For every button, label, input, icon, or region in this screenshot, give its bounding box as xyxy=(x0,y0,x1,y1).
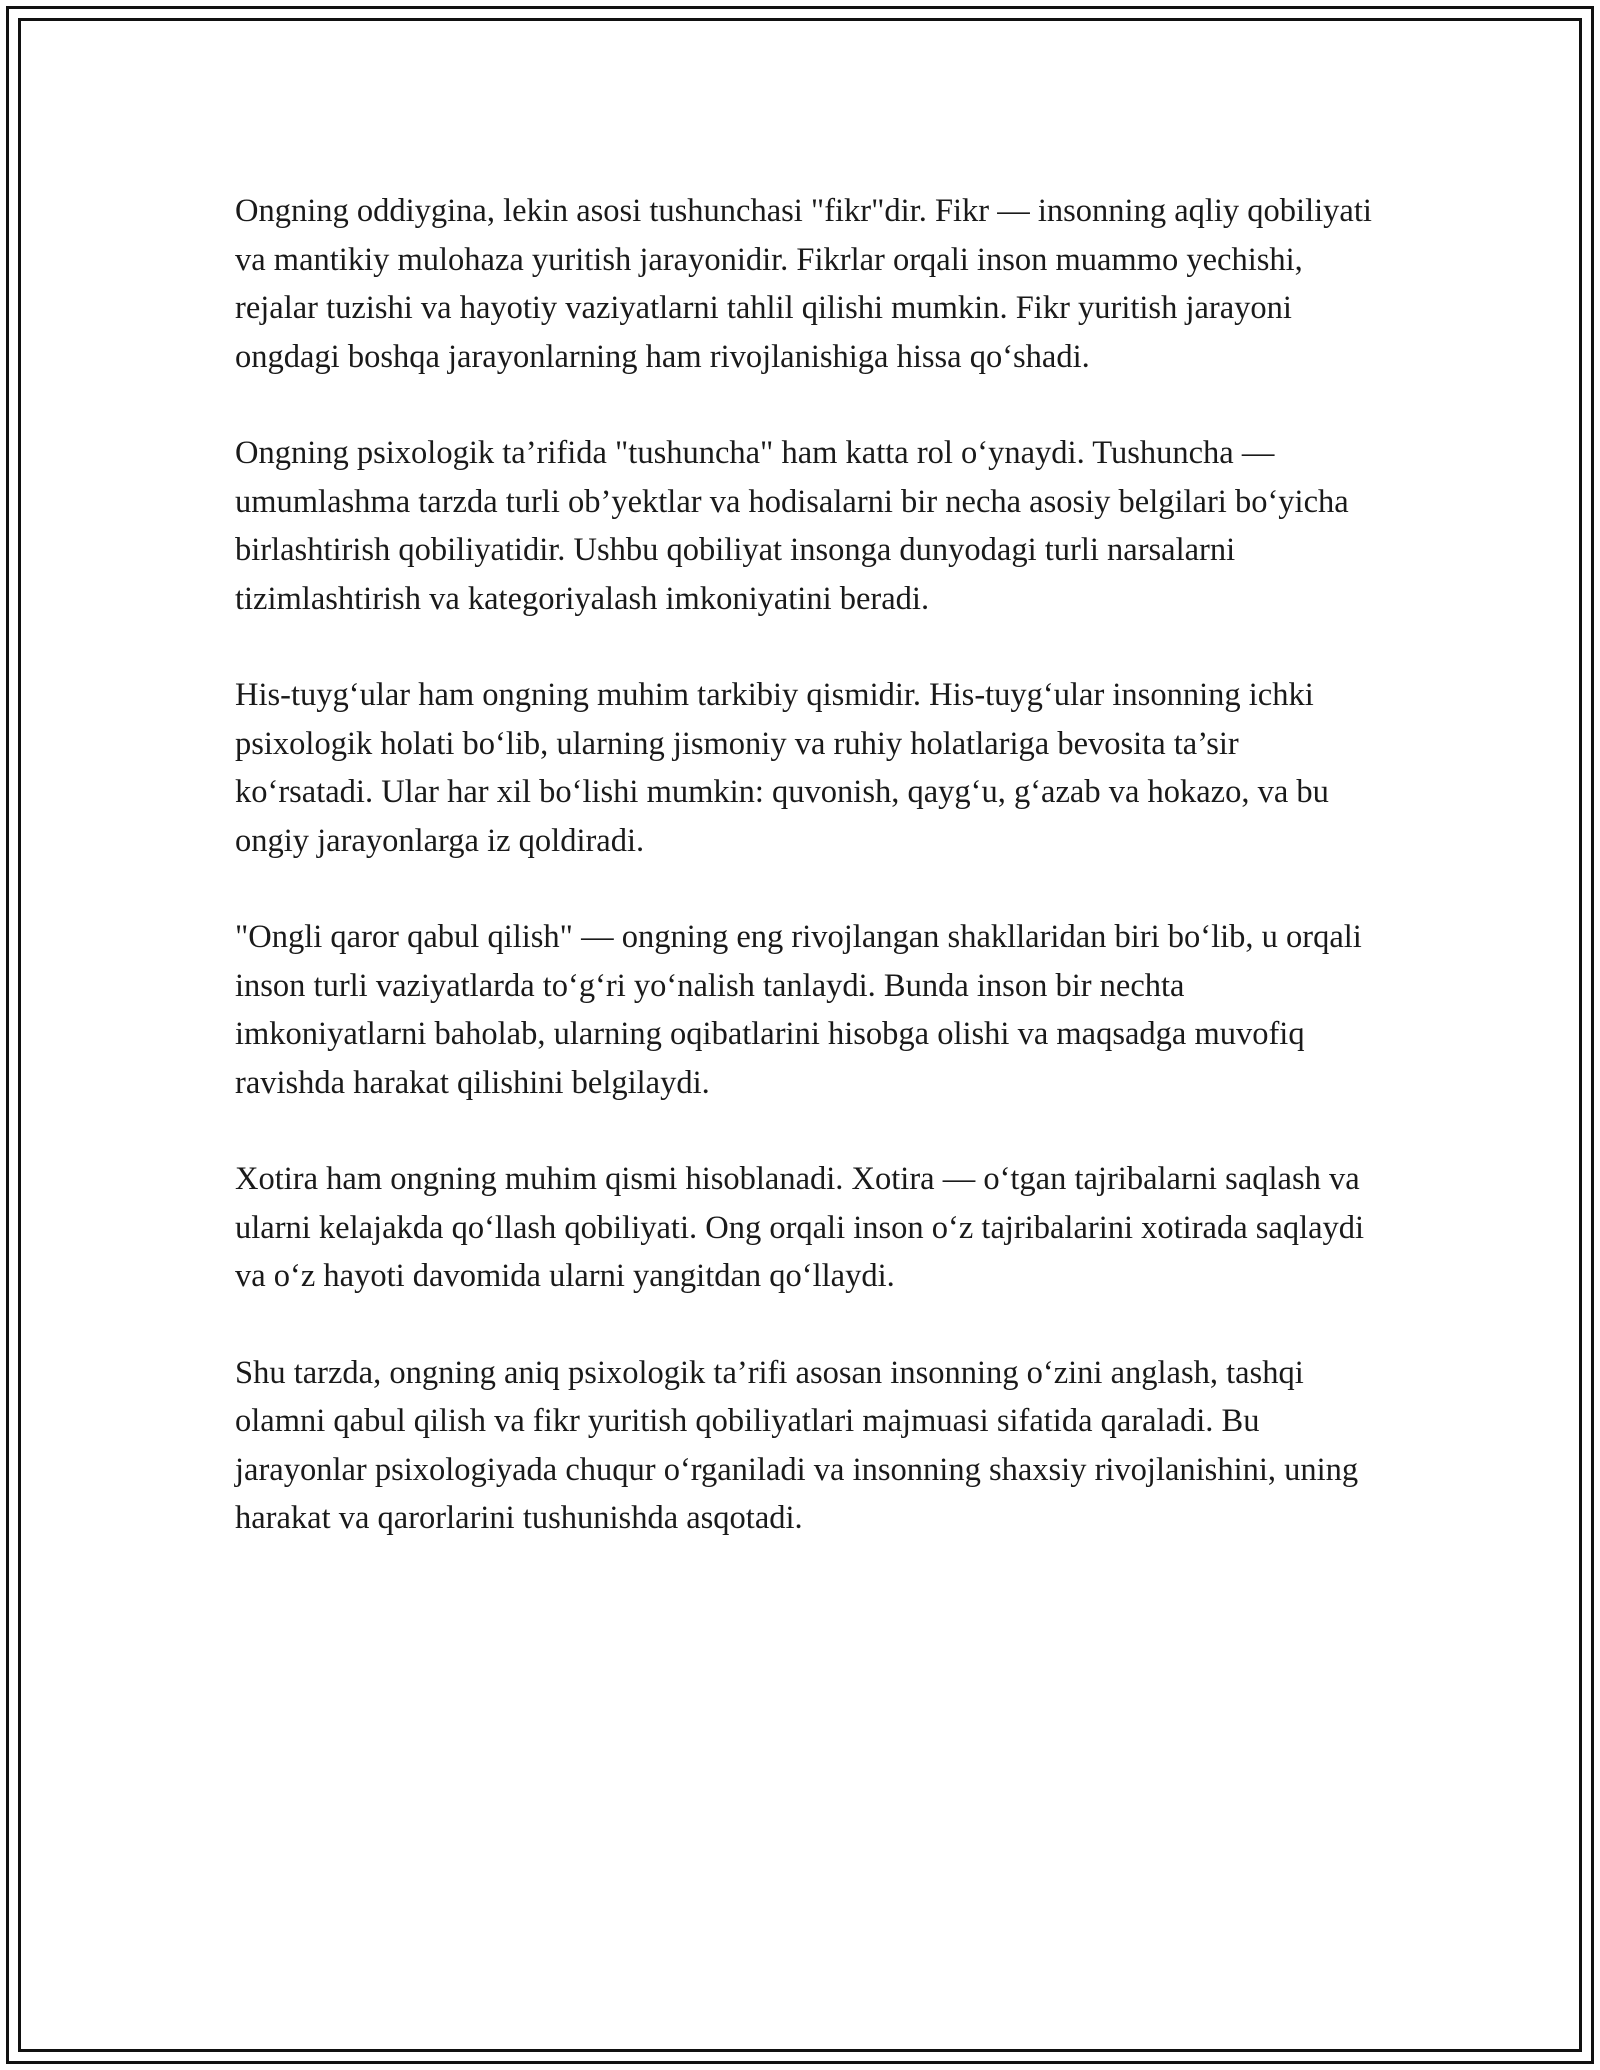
document-body xyxy=(235,187,1375,1591)
paragraph-ongli-qaror: "Ongli qaror qabul qilish" — ongning eng rivojlangan shakllaridan biri bo‘lib, u orqali inson turli vaziyatlarda to‘g‘ri yo‘nalish tanlaydi. Bunda inson bir nechta imkoniyatlarni baholab, ularning oqibatlarini hisobga olishi va maqsadga muvofiq ravishda harakat qilishini belgilaydi. xyxy=(235,919,1362,1101)
paragraph-xotira: Xotira ham ongning muhim qismi hisoblanadi. Xotira — o‘tgan tajribalarni saqlash va ularni kelajakda qo‘llash qobiliyati. Ong orqali inson o‘z tajribalarini xotirada saqlaydi va o‘z hayoti davomida ularni yangitdan qo‘llaydi. xyxy=(235,1161,1365,1294)
paragraph-xulosa: Shu tarzda, ongning aniq psixologik ta’rifi asosan insonning o‘zini anglash, tashqi olamni qabul qilish va fikr yuritish qobiliyatlari majmuasi sifatida qaraladi. Bu jarayonlar psixologiyada chuqur o‘rganiladi va insonning shaxsiy rivojlanishini, uning harakat va qarorlarini tushunishda asqotadi. xyxy=(235,1354,1359,1536)
paragraph-tushuncha: Ongning psixologik ta’rifida "tushuncha" ham katta rol o‘ynaydi. Tushuncha — umumlashma tarzda turli ob’yektlar va hodisalarni bir necha asosiy belgilari bo‘yicha birlashtirish qobiliyatidir. Ushbu qobiliyat insonga dunyodagi turli narsalarni tizimlashtirish va kategoriyalash imkoniyatini beradi. xyxy=(235,435,1349,617)
paragraph-fikr: Ongning oddiygina, lekin asosi tushunchasi "fikr"dir. Fikr — insonning aqliy qobiliyati va mantikiy mulohaza yuritish jarayonidir. Fikrlar orqali inson muammo yechishi, rejalar tuzishi va hayotiy vaziyatlarni tahlil qilishi mumkin. Fikr yuritish jarayoni ongdagi boshqa jarayonlarning ham rivojlanishiga hissa qo‘shadi. xyxy=(235,193,1372,375)
paragraph-his-tuygular: His-tuyg‘ular ham ongning muhim tarkibiy qismidir. His-tuyg‘ular insonning ichki psixologik holati bo‘lib, ularning jismoniy va ruhiy holatlariga bevosita ta’sir ko‘rsatadi. Ular har xil bo‘lishi mumkin: quvonish, qayg‘u, g‘azab va hokazo, va bu ongiy jarayonlarga iz qoldiradi. xyxy=(235,677,1329,859)
